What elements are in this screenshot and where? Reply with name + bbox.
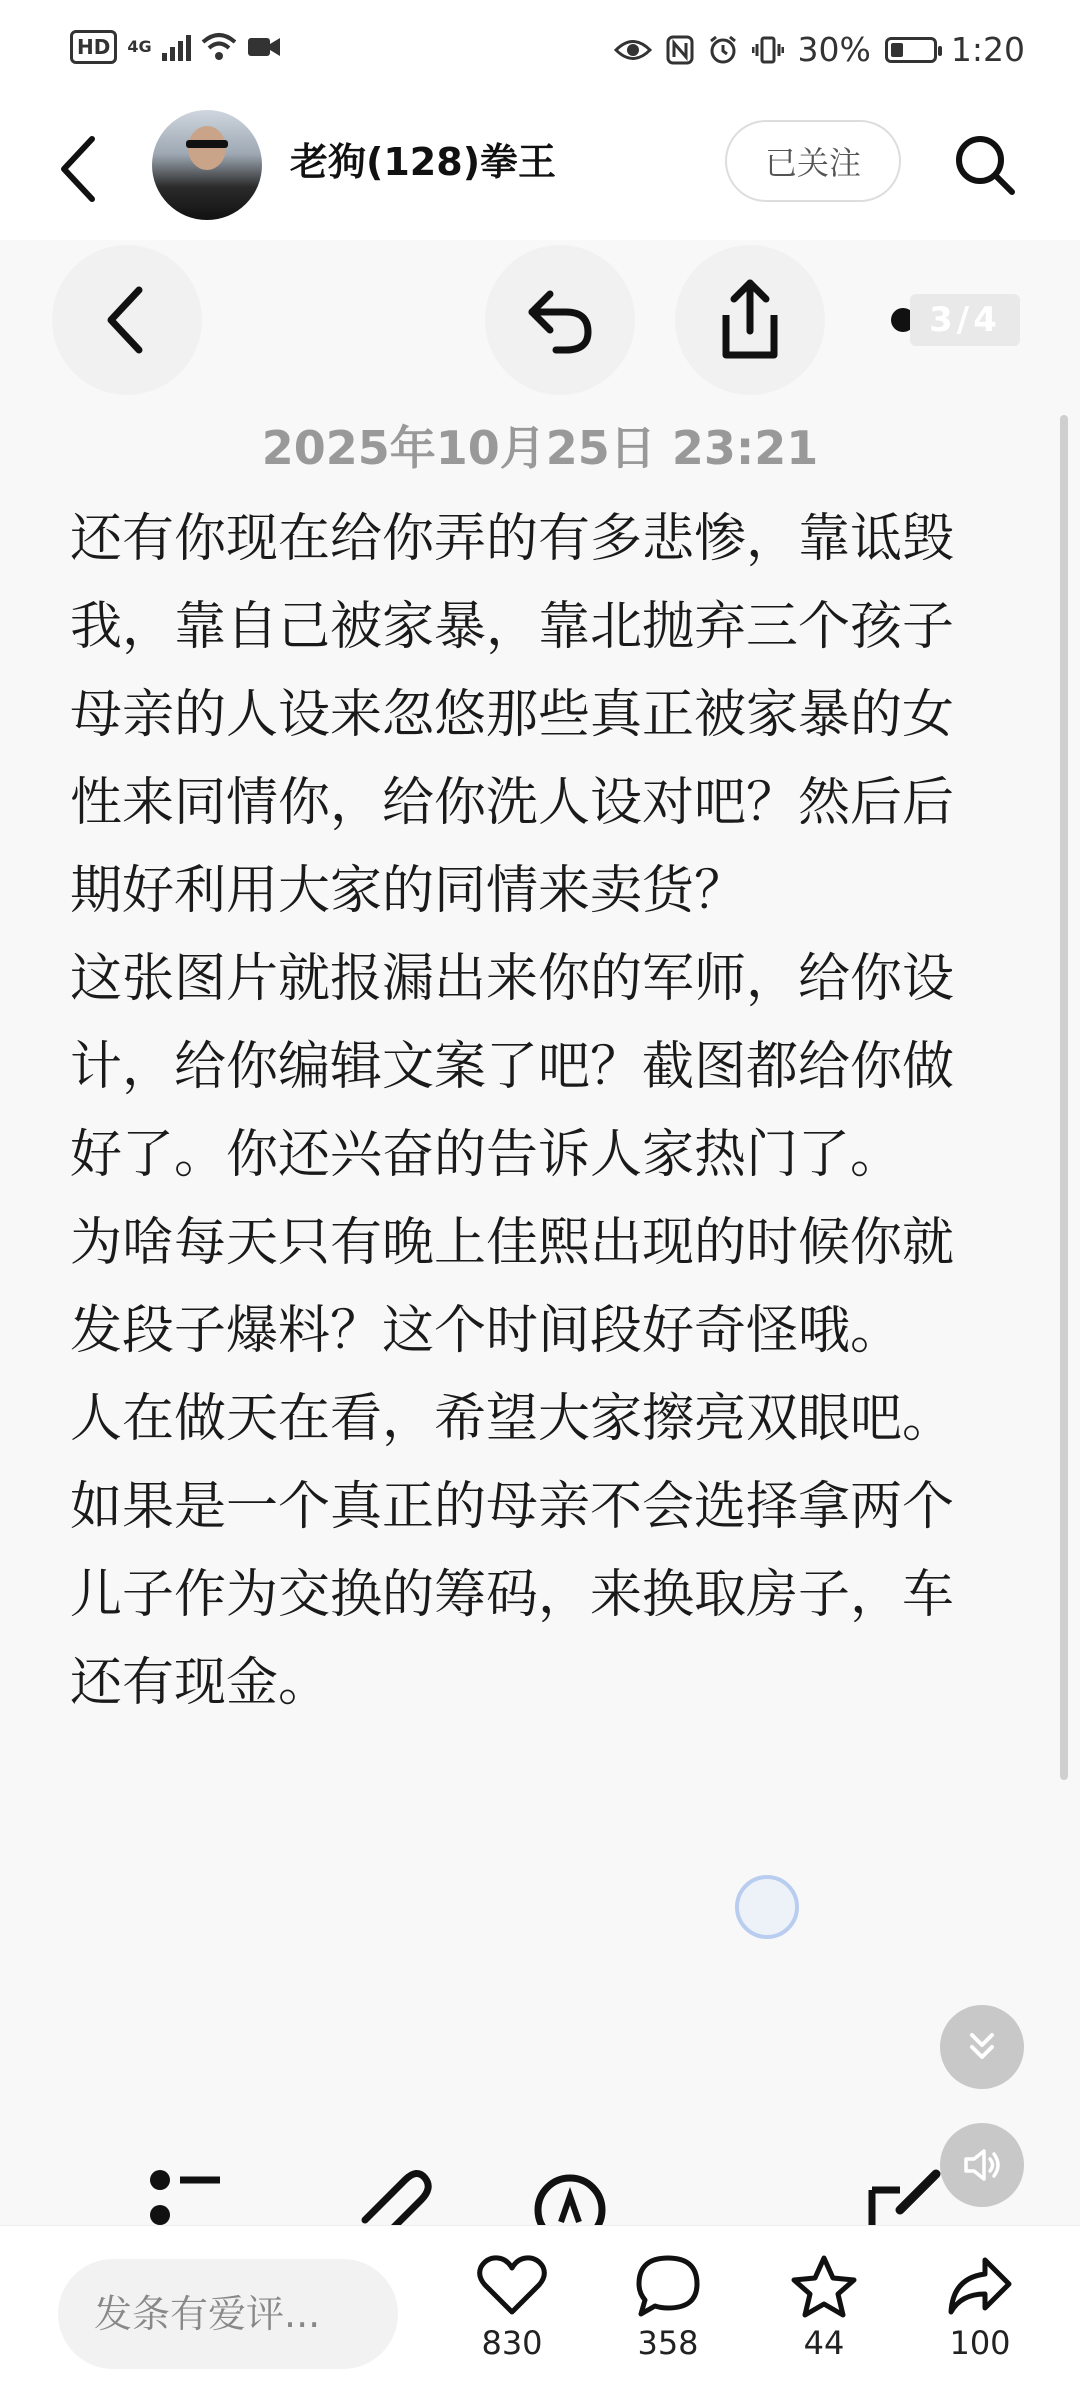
comment-button[interactable] <box>613 2254 723 2362</box>
share-button[interactable] <box>925 2254 1035 2362</box>
clock: 1:20 <box>950 30 1025 69</box>
wifi-icon <box>201 32 237 62</box>
like-button[interactable] <box>457 2254 567 2362</box>
comment-count: 358 <box>637 2324 699 2362</box>
message-body <box>70 495 1000 1727</box>
like-count: 830 <box>481 2324 543 2362</box>
speaker-icon <box>960 2145 1004 2185</box>
share-count: 100 <box>949 2324 1011 2362</box>
favorite-button[interactable] <box>769 2254 879 2362</box>
bottom-action-bar <box>0 2225 1080 2401</box>
username[interactable]: 老狗(128)拳王 <box>290 140 557 184</box>
share-export-button[interactable] <box>675 245 825 395</box>
undo-button[interactable] <box>485 245 635 395</box>
favorite-count: 44 <box>803 2324 845 2362</box>
eye-icon <box>614 37 652 63</box>
comment-input[interactable]: 发条有爱评... <box>58 2259 398 2369</box>
message-timestamp: 2025年10月25日 23:21 <box>261 421 819 475</box>
star-icon <box>789 2254 859 2318</box>
paragraph: 还有你现在给你弄的有多悲惨，靠诋毁我，靠自己被家暴，靠北抛弃三个孩子母亲的人设来忽悠那些真正被家暴的女性来同情你，给你洗人设对吧？然后后期好利用大家的同情来卖货？ <box>70 509 955 921</box>
paragraph: 为啥每天只有晚上佳熙出现的时候你就发段子爆料？这个时间段好奇怪哦。 <box>70 1213 955 1361</box>
chevron-left-icon <box>97 280 157 360</box>
signal-icon <box>162 33 191 61</box>
search-icon[interactable] <box>950 130 1020 200</box>
share-arrow-icon <box>945 2254 1015 2318</box>
paragraph: 这张图片就报漏出来你的军师，给你设计，给你编辑文案了吧？截图都给你做好了。你还兴奋的告诉人家热门了。 <box>70 949 955 1185</box>
battery-icon <box>885 37 937 63</box>
battery-level <box>891 43 903 57</box>
chat-bubble-icon <box>633 2254 703 2318</box>
attachment-icon[interactable] <box>345 2160 435 2225</box>
share-upload-icon <box>710 275 790 365</box>
read-aloud-button[interactable] <box>940 2123 1024 2207</box>
alarm-icon <box>708 35 738 65</box>
page-indicator: 3/4 <box>910 294 1020 346</box>
status-bar <box>0 0 1080 105</box>
post-header <box>0 105 1080 241</box>
undo-icon <box>520 280 600 360</box>
heart-icon <box>477 2254 547 2318</box>
camera-icon <box>247 34 281 60</box>
double-chevron-down-icon <box>962 2027 1002 2067</box>
pen-circle-icon[interactable] <box>525 2160 615 2225</box>
network-type: 4G <box>127 37 152 56</box>
nfc-icon <box>666 35 694 65</box>
vibrate-icon <box>752 35 784 65</box>
paragraph: 人在做天在看，希望大家擦亮双眼吧。如果是一个真正的母亲不会选择拿两个儿子作为交换的筹码，来换取房子，车还有现金。 <box>70 1389 955 1713</box>
scroll-down-button[interactable] <box>940 2005 1024 2089</box>
touch-indicator <box>735 1875 799 1939</box>
checklist-icon[interactable] <box>140 2160 230 2225</box>
avatar[interactable] <box>152 110 262 220</box>
post-image-viewer <box>0 240 1080 2225</box>
back-arrow-icon[interactable] <box>52 129 112 209</box>
viewer-back-button[interactable] <box>52 245 202 395</box>
hd-indicator: HD <box>70 30 117 64</box>
follow-button[interactable]: 已关注 <box>725 120 901 202</box>
edit-icon[interactable] <box>860 2160 950 2225</box>
battery-percent: 30% <box>797 30 871 69</box>
scrollbar[interactable] <box>1060 415 1068 1780</box>
